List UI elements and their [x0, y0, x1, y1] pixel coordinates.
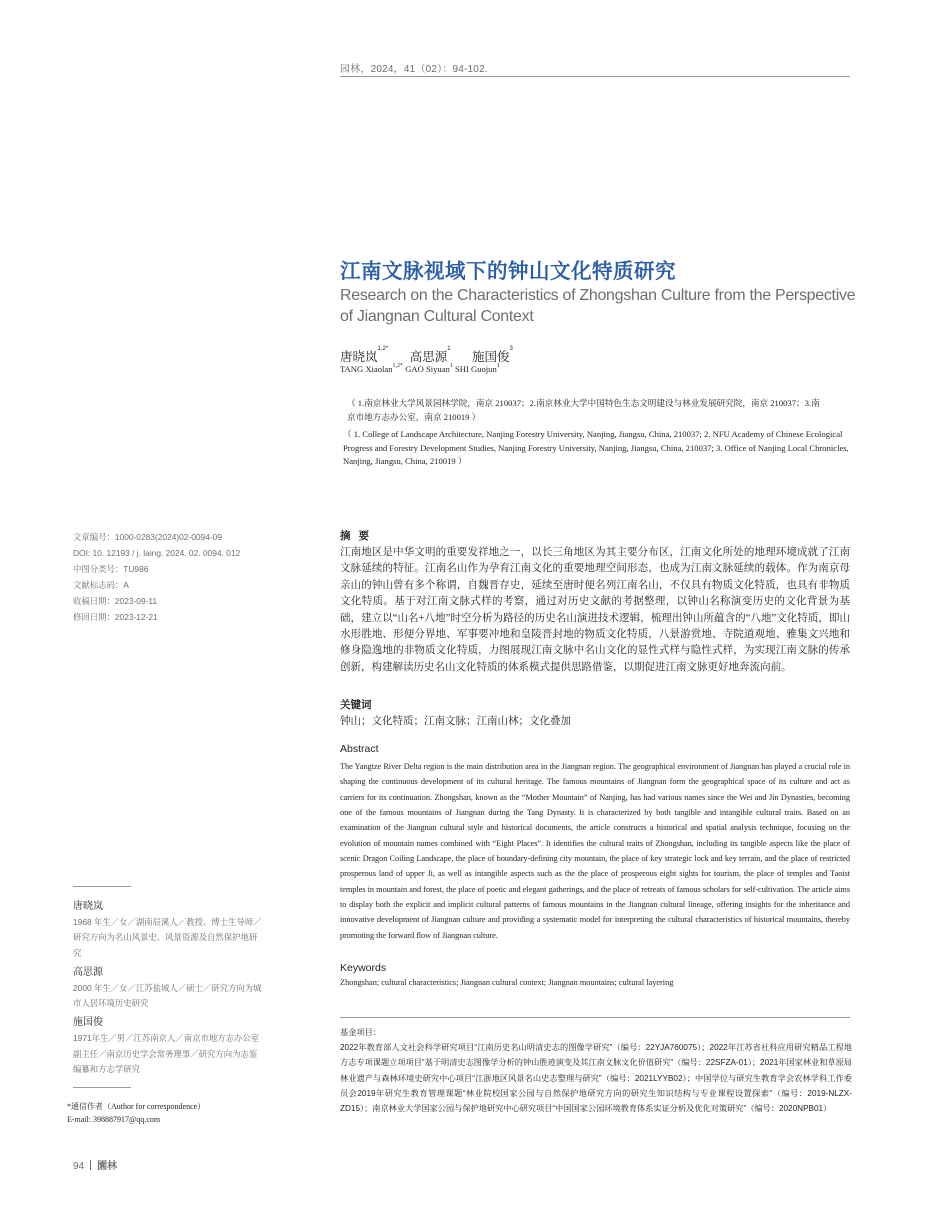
page-number: 94 [73, 1161, 85, 1172]
bio-name: 唐晓岚 [73, 901, 103, 912]
correspondence-email: E-mail: 398887917@qq.com [67, 1115, 161, 1124]
authors-en [340, 364, 500, 374]
author-sup: 1 [447, 346, 451, 352]
article-title-cn: 江南文脉视域下的钟山文化特质研究 [340, 260, 676, 283]
keywords-cn-heading: 关键词 [340, 699, 372, 711]
author-sup: 3 [509, 346, 513, 352]
author-name: 施国俊 [472, 350, 510, 364]
meta-document-code: 文献标志码：A [73, 580, 129, 590]
correspondence-label: *通信作者（Author for correspondence） [67, 1102, 206, 1111]
footer-separator [90, 1160, 91, 1170]
meta-doi: DOI: 10. 12193 / j. laing. 2024. 02. 0094. 012 [73, 548, 241, 558]
author-bios [73, 896, 263, 1080]
correspondence [67, 1100, 287, 1126]
meta-received-date: 收稿日期：2023-09-11 [73, 596, 158, 606]
bio-divider [73, 1087, 131, 1088]
author-sup: 1 [449, 363, 453, 369]
author-sup: 1,2* [377, 346, 389, 352]
author-cn [340, 346, 389, 364]
bio-divider [73, 886, 131, 887]
page-footer [73, 1157, 117, 1172]
abstract-cn-body: 江南地区是中华文明的重要发祥地之一，以长三角地区为其主要分布区，江南文化所处的地理环境成就了江南文脉延续的特征。江南名山作为孕育江南文化的重要地理空间形态，也成为江南文脉延续的载体。作为南京母亲山的钟山曾有多个称谓，自魏晋存史，延续至唐时便名列江南名山，不仅具有物质文化特质，也具有非物质文化特质。基于对江南文脉式样的考察，通过对历史文献的考据整理，以钟山名称演变历史的文化背景为基础，建立以“山名+八地”时空分析为路径的历史名山演进技术逻辑，梳理出钟山所蕴含的“八地”文化特质，即山水形胜地、形便分界地、军事要冲地和皇陵晋封地的物质文化特质，八景游赏地、寺院道观地、雅集文兴地和修身隐逸地的非物质文化特质，力图展现江南文脉中名山文化的显性式样与隐性式样，为实现江南文脉的传承创新，构建解读历史名山文化特质的体系模式提供思路借鉴，以期促进江南文脉更好地奔流向前。 [340, 547, 850, 673]
author-en-name: TANG Xiaolan [340, 364, 393, 374]
bio-name: 高思源 [73, 966, 103, 978]
journal-logo-text: 園林 [97, 1161, 118, 1172]
affiliations-cn: （ 1.南京林业大学风景园林学院，南京 210037；2.南京林业大学中国特色生态文明建设与林业发展研究院，南京 210037；3.南京市地方志办公室，南京 210019 ） [347, 398, 820, 422]
article-title-en: Research on the Characteristics of Zhongshan Culture from the Perspective of Jiangnan Cultural Context [340, 287, 856, 325]
meta-article-number: 文章编号：1000-0283(2024)02-0094-09 [73, 532, 222, 542]
header-rule [340, 76, 850, 77]
bio-text: 2000 年生／女／江苏盐城人／硕士／研究方向为城市人居环境历史研究 [73, 982, 262, 1009]
author-sup: 1 [496, 363, 500, 369]
author-en-name: SHI Guojun [455, 364, 497, 374]
author-name: 唐晓岚 [340, 350, 378, 364]
bio-text: 1971年生／男／江苏南京人／南京市地方志办公室副主任／南京历史学会常务理事／研究方向为志鉴编纂和方志学研究 [73, 1033, 260, 1075]
funding-heading: 基金项目： [340, 1028, 381, 1037]
abstract-en-body: The Yangtze River Delta region is the main distribution area in the Jiangnan region. The geographical environment of Jiangnan has played a crucial role in shaping the continuous development of its cultural heritage. The famous mountains of Jiangnan form the geographical space of its culture and act as carriers for its continuation. Zhongshan, known as the “Mother Mountain” of Nanjing, has had various names since the Wei and Jin Dynasties, becoming one of the famous mountains of Jiangnan during the Tang Dynasty. It is characterized by both tangible and intangible cultural traits. Based on an examination of the Jiangnan cultural style and historical documents, the article constructs a historical and spatial analysis technique, focusing on the evolution of mountain names combined with “Eight Places”. It identifies the cultural traits of Zhongshan, including its tangible aspects like the place of scenic Dragon Coiling Landscape, the place of boundary-defining city mountain, the place of key strategic lock and key terrain, and the place of restricted prosperous land of upper Ji, as well as intangible aspects such as the the place of prosperous eight sights for tourism, the place of temples and Taoist temples in mountain and forest, the place of poetic and elegant gatherings, and the place of retreats of famous scholars for self-cultivation. The article aims to display both the explicit and implicit cultural patterns of famous mountains in the Jiangnan cultural lineage, offering insights for the inheritance and innovative development of Jiangnan culture and providing a systematic model for interpreting the cultural characteristics of historical mountains, thereby promoting the forward flow of Jiangnan culture. [340, 762, 850, 940]
meta-revised-date: 修回日期：2023-12-21 [73, 612, 158, 622]
author-sup: 1,2* [392, 363, 404, 369]
keywords-en-heading: Keywords [340, 962, 387, 974]
affiliations-en: （ 1. College of Landscape Architecture, Nanjing Forestry University, Nanjing, Jiangsu, China, 210037; 2. NFU Academy of Chinese Ecological Progress and Forestry Development Studies, Nanjing Forestry University, Nanjing, Jiangsu, China, 210037; 3. Office of Nanjing Local Chronicles, Nanjing, Jiangsu, China, 210019 ） [343, 429, 849, 466]
article-metadata [73, 529, 303, 625]
author-cn [472, 346, 513, 364]
meta-classification: 中图分类号：TU986 [73, 564, 149, 574]
keywords-en: Zhongshan; cultural characteristics; Jiangnan cultural context; Jiangnan mountains; cultural layering [340, 978, 674, 987]
bio-text: 1968 年生／女／湖南辰溪人／教授、博士生导师／研究方向为名山风景史、风景资源及自然保护地研究 [73, 917, 262, 958]
journal-citation: 园林，2024，41（02）：94-102. [340, 64, 488, 75]
authors-cn [340, 347, 531, 365]
author-en-name: GAO Siyuan [405, 364, 450, 374]
bio-name: 施国俊 [73, 1017, 103, 1029]
author-name: 高思源 [409, 350, 448, 364]
keywords-cn: 钟山；文化特质；江南文脉；江南山林；文化叠加 [340, 716, 571, 727]
abstract-cn-heading: 摘要 [340, 530, 377, 542]
funding-text: 2022年教育部人文社会科学研究项目“江南历史名山明清史志的图像学研究”（编号：22YJA760075）；2022年江苏省社科应用研究精品工程地方志专项课题立项项目“基于明清史志图像学分析的钟山胜迹演变及其江南文脉文化价值研究”（编号：22SFZA-01）；2021年国家林业和草原局林业遗产与森林环境史研究中心项目“江浙地区风景名山史志整理与研究”（编号：2021LYYB02）；中国学位与研究生教育学会农林学科工作委员会2019年研究生教育管理课题“林业院校国家公园与自然保护地研究方向的研究生知识结构与专业课程设置探索”（编号：2019-NLZX-ZD15）；南京林业大学国家公园与保护地研究中心研究项目“中国国家公园环境教育体系实证分析及优化对策研究”（编号：2020NPB01） [340, 1043, 852, 1114]
abstract-en-heading: Abstract [340, 743, 379, 755]
author-cn [409, 346, 451, 364]
funding-rule [340, 1017, 850, 1018]
